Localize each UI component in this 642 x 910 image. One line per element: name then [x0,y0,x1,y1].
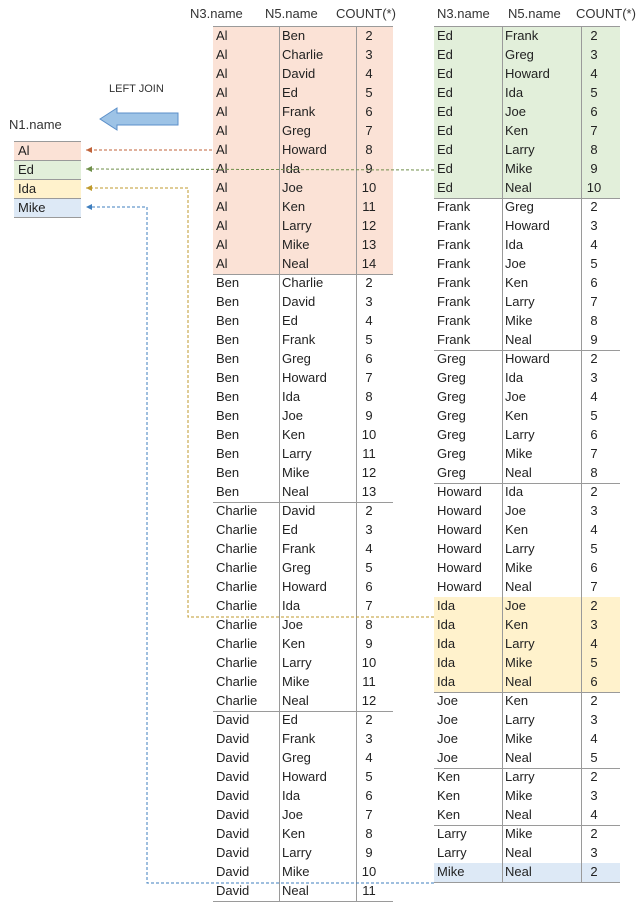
n5-name-cell: Mike [282,465,310,480]
n3-name-cell: Charlie [216,693,258,708]
count-cell: 10 [586,180,602,195]
n3-name-cell: Ben [216,484,240,499]
count-cell: 7 [365,123,373,138]
n5-name-cell: Mike [282,674,310,689]
n5-name-cell: Howard [505,218,550,233]
n3-name-cell: Joe [437,712,458,727]
n5-name-cell: Neal [505,332,532,347]
left-header-n3: N3.name [190,6,243,21]
count-cell: 11 [362,199,376,214]
n3-name-cell: Ed [437,85,453,100]
n3-name-cell: Al [216,142,228,157]
n5-name-cell: Mike [505,313,533,328]
count-cell: 7 [365,370,373,385]
n3-name-cell: Ida [437,617,456,632]
n5-name-cell: Larry [505,294,535,309]
n5-name-cell: Ida [505,484,524,499]
n5-name-cell: Mike [505,731,533,746]
n3-name-cell: David [216,712,250,727]
n5-name-cell: Ken [505,522,529,537]
count-cell: 8 [590,313,598,328]
n5-name-cell: Howard [282,370,327,385]
n5-name-cell: Mike [505,446,533,461]
count-cell: 12 [361,465,377,480]
count-cell: 4 [365,313,373,328]
count-cell: 5 [590,408,598,423]
count-cell: 9 [365,408,373,423]
n5-name-cell: Ken [282,636,306,651]
left-join-arrow-icon [100,108,178,130]
n5-name-cell: Mike [505,161,533,176]
count-cell: 4 [365,66,373,81]
n3-name-cell: Charlie [216,655,258,670]
n3-name-cell: Greg [437,408,466,423]
count-cell: 2 [590,769,598,784]
n5-name-cell: Greg [282,123,311,138]
n5-name-cell: Neal [505,807,532,822]
count-cell: 13 [361,484,377,499]
count-cell: 2 [590,693,598,708]
count-cell: 8 [365,826,373,841]
n5-name-cell: Ed [282,522,298,537]
n5-name-cell: Ed [282,85,298,100]
n3-name-cell: Frank [437,332,471,347]
n3-name-cell: Ed [437,123,453,138]
n3-name-cell: Ben [216,351,240,366]
n3-name-cell: Charlie [216,579,258,594]
n3-name-cell: Larry [437,845,467,860]
connector-ed [86,169,434,170]
count-cell: 4 [365,541,373,556]
n5-name-cell: Ken [505,275,529,290]
n3-name-cell: Frank [437,294,471,309]
n5-name-cell: Larry [282,845,312,860]
n3-name-cell: Greg [437,389,466,404]
n5-name-cell: Neal [282,693,309,708]
n5-name-cell: David [282,66,316,81]
arrowhead-icon [86,185,92,191]
count-cell: 11 [362,674,376,689]
count-cell: 6 [365,788,373,803]
n3-name-cell: Charlie [216,674,258,689]
n5-name-cell: Mike [505,655,533,670]
n3-name-cell: Ben [216,427,240,442]
n5-name-cell: Larry [505,712,535,727]
n5-name-cell: Greg [505,199,534,214]
count-cell: 10 [361,864,377,879]
n3-name-cell: David [216,807,250,822]
count-cell: 3 [590,788,598,803]
n1-title: N1.name [9,117,62,132]
count-cell: 5 [365,85,373,100]
n5-name-cell: Neal [505,465,532,480]
count-cell: 5 [365,769,373,784]
count-cell: 6 [590,275,598,290]
n3-name-cell: Ed [437,161,453,176]
n5-name-cell: Greg [282,750,311,765]
n3-name-cell: Al [216,123,228,138]
count-cell: 6 [365,351,373,366]
n1-name-cell: Al [18,143,30,158]
count-cell: 5 [590,256,598,271]
n3-name-cell: David [216,750,250,765]
n3-name-cell: Charlie [216,598,258,613]
count-cell: 4 [590,66,598,81]
n3-name-cell: Al [216,218,228,233]
n5-name-cell: Howard [282,769,327,784]
n5-name-cell: Ken [505,617,529,632]
n3-name-cell: Ed [437,180,453,195]
n3-name-cell: Al [216,256,228,271]
n3-name-cell: Greg [437,446,466,461]
n5-name-cell: Larry [505,142,535,157]
count-cell: 3 [365,522,373,537]
n5-name-cell: Howard [505,66,550,81]
count-cell: 7 [590,579,598,594]
count-cell: 3 [590,617,598,632]
count-cell: 7 [590,294,598,309]
count-cell: 2 [590,598,598,613]
n3-name-cell: Joe [437,731,458,746]
connector-mike [86,207,434,883]
n3-name-cell: Howard [437,522,482,537]
n5-name-cell: Howard [505,351,550,366]
count-cell: 3 [590,503,598,518]
n3-name-cell: Al [216,104,228,119]
count-cell: 4 [365,750,373,765]
n3-name-cell: Ida [437,636,456,651]
n3-name-cell: Charlie [216,617,258,632]
count-cell: 3 [590,47,598,62]
n5-name-cell: Ida [282,788,301,803]
n3-name-cell: Al [216,237,228,252]
n3-name-cell: Al [216,28,228,43]
count-cell: 6 [590,560,598,575]
n3-name-cell: Charlie [216,522,258,537]
n3-name-cell: Ben [216,465,240,480]
count-cell: 2 [590,28,598,43]
n5-name-cell: Greg [282,351,311,366]
n3-name-cell: Greg [437,351,466,366]
n3-name-cell: Howard [437,541,482,556]
n5-name-cell: Neal [282,256,309,271]
n5-name-cell: David [282,503,316,518]
count-cell: 2 [365,28,373,43]
count-cell: 5 [590,541,598,556]
count-cell: 9 [365,161,373,176]
n5-name-cell: Joe [505,389,526,404]
left-header-n5: N5.name [265,6,318,21]
count-cell: 6 [590,674,598,689]
n3-name-cell: Ben [216,446,240,461]
n3-name-cell: Ben [216,370,240,385]
count-cell: 8 [365,617,373,632]
n3-name-cell: Joe [437,693,458,708]
n5-name-cell: Ken [505,123,529,138]
n5-name-cell: Mike [282,237,310,252]
count-cell: 3 [590,845,598,860]
n3-name-cell: Mike [437,864,465,879]
n5-name-cell: Neal [505,845,532,860]
count-cell: 3 [590,218,598,233]
n5-name-cell: Howard [282,142,327,157]
count-cell: 9 [590,161,598,176]
n3-name-cell: Al [216,161,228,176]
count-cell: 6 [365,104,373,119]
count-cell: 7 [590,123,598,138]
n3-name-cell: Ed [437,142,453,157]
count-cell: 13 [361,237,377,252]
n3-name-cell: Ben [216,275,240,290]
n5-name-cell: Ida [505,370,524,385]
n5-name-cell: Charlie [282,47,324,62]
n5-name-cell: Frank [282,332,316,347]
count-cell: 2 [590,199,598,214]
n3-name-cell: Howard [437,579,482,594]
n3-name-cell: David [216,731,250,746]
count-cell: 3 [590,712,598,727]
n5-name-cell: Larry [505,541,535,556]
n3-name-cell: Frank [437,313,471,328]
n5-name-cell: Mike [505,788,533,803]
n5-name-cell: Joe [282,180,303,195]
n3-name-cell: Frank [437,256,471,271]
n3-name-cell: Ed [437,104,453,119]
n5-name-cell: Larry [505,636,535,651]
n5-name-cell: Larry [505,427,535,442]
n5-name-cell: Ken [282,826,306,841]
count-cell: 2 [590,864,598,879]
n3-name-cell: Charlie [216,541,258,556]
n5-name-cell: Joe [282,408,303,423]
n5-name-cell: Neal [505,579,532,594]
count-cell: 5 [590,85,598,100]
n5-name-cell: Neal [282,883,309,898]
count-cell: 14 [361,256,377,271]
count-cell: 2 [590,484,598,499]
n3-name-cell: Larry [437,826,467,841]
n5-name-cell: Joe [505,598,526,613]
count-cell: 5 [590,750,598,765]
count-cell: 4 [590,636,598,651]
n3-name-cell: Frank [437,199,471,214]
n5-name-cell: Frank [282,731,316,746]
n3-name-cell: Greg [437,370,466,385]
n5-name-cell: Frank [282,104,316,119]
n5-name-cell: Ken [505,693,529,708]
right-header-n3: N3.name [437,6,490,21]
n3-name-cell: Al [216,47,228,62]
n3-name-cell: Charlie [216,636,258,651]
right-header-n5: N5.name [508,6,561,21]
n5-name-cell: Ken [282,199,306,214]
n5-name-cell: Ida [282,161,301,176]
n3-name-cell: Frank [437,275,471,290]
n3-name-cell: David [216,883,250,898]
count-cell: 4 [590,807,598,822]
n1-name-cell: Mike [18,200,46,215]
right-header-count: COUNT(*) [576,6,636,21]
n5-name-cell: Frank [282,541,316,556]
n5-name-cell: Larry [505,769,535,784]
count-cell: 7 [365,598,373,613]
count-cell: 4 [590,389,598,404]
n5-name-cell: Neal [505,864,532,879]
n5-name-cell: Mike [505,560,533,575]
n5-name-cell: Larry [282,446,312,461]
n5-name-cell: Ken [282,427,306,442]
n5-name-cell: Ida [505,85,524,100]
count-cell: 8 [365,389,373,404]
n3-name-cell: Charlie [216,503,258,518]
count-cell: 2 [365,275,373,290]
n5-name-cell: Larry [282,218,312,233]
n5-name-cell: Ida [282,389,301,404]
n3-name-cell: Greg [437,465,466,480]
count-cell: 11 [362,883,376,898]
n5-name-cell: Joe [505,503,526,518]
count-cell: 6 [590,427,598,442]
n3-name-cell: Frank [437,237,471,252]
count-cell: 3 [365,731,373,746]
arrowhead-icon [86,166,92,172]
n3-name-cell: Ida [437,655,456,670]
n3-name-cell: Howard [437,484,482,499]
n5-name-cell: Joe [505,104,526,119]
n3-name-cell: Al [216,66,228,81]
count-cell: 7 [365,807,373,822]
n3-name-cell: David [216,826,250,841]
n3-name-cell: Joe [437,750,458,765]
n5-name-cell: Ed [282,313,298,328]
n5-name-cell: Joe [505,256,526,271]
n1-name-cell: Ed [18,162,34,177]
n5-name-cell: Howard [282,579,327,594]
n5-name-cell: Neal [505,180,532,195]
n3-name-cell: Al [216,199,228,214]
count-cell: 12 [361,218,377,233]
n5-name-cell: Ed [282,712,298,727]
count-cell: 5 [365,560,373,575]
count-cell: 4 [590,237,598,252]
n5-name-cell: Ken [505,408,529,423]
n3-name-cell: Howard [437,503,482,518]
n5-name-cell: Charlie [282,275,324,290]
count-cell: 9 [365,845,373,860]
n3-name-cell: Frank [437,218,471,233]
count-cell: 9 [365,636,373,651]
n3-name-cell: Al [216,180,228,195]
count-cell: 6 [590,104,598,119]
n3-name-cell: Howard [437,560,482,575]
n5-name-cell: Greg [282,560,311,575]
n3-name-cell: Al [216,85,228,100]
n3-name-cell: Charlie [216,560,258,575]
count-cell: 3 [590,370,598,385]
n3-name-cell: Ida [437,598,456,613]
n3-name-cell: Ida [437,674,456,689]
n3-name-cell: Ben [216,313,240,328]
count-cell: 2 [365,503,373,518]
n5-name-cell: Mike [282,864,310,879]
count-cell: 8 [365,142,373,157]
count-cell: 9 [590,332,598,347]
count-cell: 8 [590,142,598,157]
n5-name-cell: Neal [505,674,532,689]
n3-name-cell: Greg [437,427,466,442]
count-cell: 10 [361,180,377,195]
n3-name-cell: Ken [437,788,461,803]
n5-name-cell: Frank [505,28,539,43]
count-cell: 2 [590,826,598,841]
count-cell: 2 [365,712,373,727]
n3-name-cell: David [216,769,250,784]
n3-name-cell: Ken [437,807,461,822]
count-cell: 6 [365,579,373,594]
count-cell: 10 [361,655,377,670]
count-cell: 2 [590,351,598,366]
count-cell: 10 [361,427,377,442]
arrowhead-icon [86,204,92,210]
n5-name-cell: Ida [505,237,524,252]
n5-name-cell: Joe [282,807,303,822]
count-cell: 5 [365,332,373,347]
n5-name-cell: Ben [282,28,306,43]
count-cell: 4 [590,522,598,537]
n3-name-cell: Ken [437,769,461,784]
n5-name-cell: Greg [505,47,534,62]
count-cell: 7 [590,446,598,461]
count-cell: 5 [590,655,598,670]
n1-name-cell: Ida [18,181,37,196]
n5-name-cell: Neal [505,750,532,765]
connector-ida [86,188,434,617]
n3-name-cell: Ed [437,28,453,43]
n3-name-cell: Ben [216,389,240,404]
count-cell: 4 [590,731,598,746]
n3-name-cell: Ed [437,47,453,62]
n5-name-cell: Joe [282,617,303,632]
count-cell: 12 [361,693,377,708]
n3-name-cell: Ben [216,332,240,347]
n3-name-cell: David [216,788,250,803]
arrowhead-icon [86,147,92,153]
count-cell: 8 [590,465,598,480]
count-cell: 3 [365,294,373,309]
n3-name-cell: Ben [216,408,240,423]
left-join-label: LEFT JOIN [109,83,164,95]
n3-name-cell: Ed [437,66,453,81]
n5-name-cell: Neal [282,484,309,499]
n5-name-cell: Mike [505,826,533,841]
n5-name-cell: David [282,294,316,309]
n5-name-cell: Ida [282,598,301,613]
left-header-count: COUNT(*) [336,6,396,21]
n3-name-cell: David [216,864,250,879]
n5-name-cell: Larry [282,655,312,670]
count-cell: 11 [362,446,376,461]
n3-name-cell: Ben [216,294,240,309]
count-cell: 3 [365,47,373,62]
n3-name-cell: David [216,845,250,860]
